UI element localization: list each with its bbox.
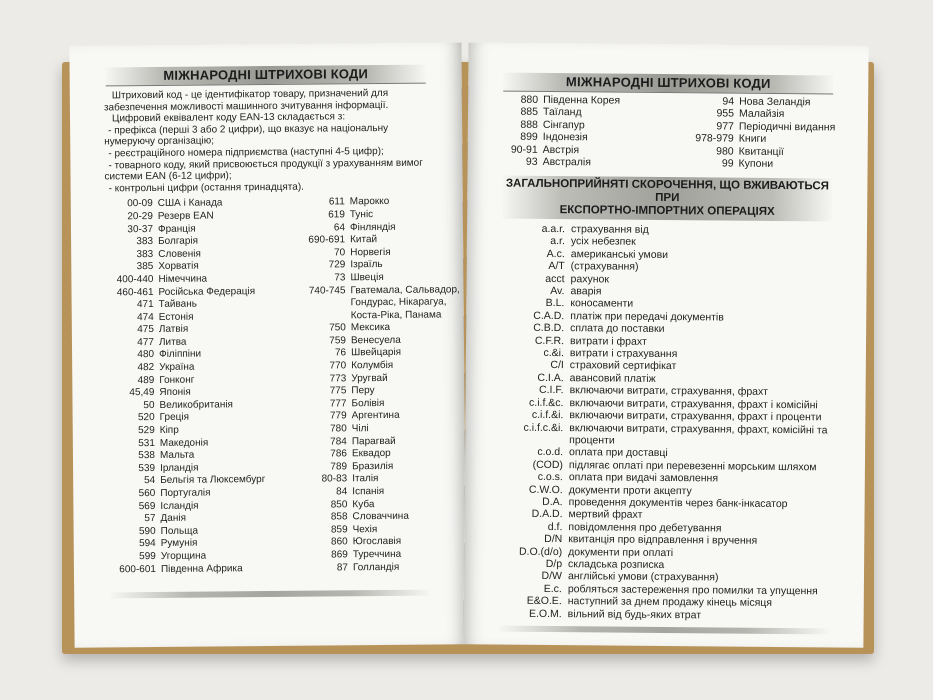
country-name: Ірландія — [160, 462, 199, 474]
abbreviation-meaning: документи при оплаті — [568, 545, 674, 559]
barcode-prefix: 383 — [136, 236, 154, 248]
barcode-prefix: 84 — [336, 486, 348, 498]
country-name: Марокко — [349, 196, 390, 208]
country-name: Туреччина — [352, 548, 402, 561]
abbreviation: d.f. — [547, 520, 563, 533]
barcode-prefix: 50 — [143, 399, 155, 411]
country-name: Австрія — [542, 143, 580, 156]
barcode-prefix: 474 — [137, 311, 154, 323]
country-name: Швейцарія — [351, 347, 402, 359]
intro-paragraph: Цифровий еквівалент коду EAN-13 складається з: — [111, 111, 346, 125]
barcode-prefix: 477 — [137, 336, 155, 349]
abbreviation-meaning: вільний від будь-яких втрат — [567, 607, 702, 621]
barcode-prefix: 759 — [329, 335, 347, 347]
abbreviation: a.a.r. — [541, 222, 566, 236]
barcode-prefix: 54 — [144, 475, 156, 487]
barcode-prefix: 869 — [331, 549, 348, 561]
abbreviation-meaning: коносаменти — [570, 297, 634, 311]
abbreviation-meaning: включаючи витрати, страхування, фрахт і комісійні — [569, 396, 818, 412]
country-name: Китай — [350, 234, 378, 246]
barcode-prefix: 590 — [138, 525, 156, 537]
abbreviation-meaning: підлягає оплаті при перевезенні морським шляхом — [568, 458, 817, 474]
barcode-prefix: 978-979 — [695, 132, 734, 145]
country-codes-table — [490, 93, 847, 172]
country-name: Резерв EAN — [157, 210, 214, 222]
barcode-prefix: 980 — [716, 144, 734, 158]
code-row — [282, 561, 452, 575]
barcode-prefix: 599 — [139, 550, 156, 563]
barcode-prefix: 860 — [330, 536, 348, 548]
abbreviation: A.c. — [546, 247, 565, 260]
country-name: Гватемала, Сальвадор, — [350, 283, 460, 296]
code-row — [660, 157, 840, 171]
barcode-prefix: 80-83 — [321, 473, 348, 485]
abbreviation: c.&i. — [543, 346, 564, 360]
country-name: Чехія — [352, 523, 378, 536]
barcode-prefix: 858 — [330, 511, 348, 523]
abbreviation-meaning: витрати і фрахт — [569, 334, 647, 348]
country-codes-table — [101, 196, 460, 587]
abbreviations-title — [502, 176, 832, 222]
barcode-prefix: 87 — [336, 561, 348, 573]
barcode-prefix: 520 — [137, 412, 155, 424]
country-name: Куба — [352, 498, 375, 510]
country-name: Еквадор — [351, 448, 391, 460]
barcode-prefix: 690-691 — [308, 234, 346, 246]
abbreviation: c.i.f.&c. — [529, 396, 564, 409]
country-name: Румунія — [160, 537, 198, 550]
abbreviation: D/N — [544, 533, 563, 546]
barcode-prefix: 850 — [330, 498, 348, 511]
country-name: Японія — [159, 386, 191, 399]
country-name: Македонія — [159, 437, 209, 449]
barcode-prefix: 740-745 — [308, 284, 346, 297]
country-name: Литва — [158, 336, 187, 348]
country-name: Латвія — [158, 323, 189, 336]
abbreviation: c.o.d. — [537, 446, 564, 459]
country-name: Тайвань — [158, 298, 198, 311]
left-page-title: МІЖНАРОДНІ ШТРИХОВІ КОДИ — [106, 65, 426, 87]
country-name: Югославія — [352, 536, 402, 548]
barcode-prefix: 385 — [136, 261, 154, 273]
barcode-prefix: 775 — [329, 385, 347, 397]
abbreviation-meaning: проведення документів через банк-інкасатор — [568, 496, 788, 511]
barcode-prefix: 885 — [520, 106, 539, 119]
country-name: Австралія — [542, 155, 592, 169]
abbreviation: C.I.F. — [539, 384, 564, 397]
country-name: Норвегія — [350, 246, 391, 258]
barcode-prefix: 45,49 — [129, 387, 155, 399]
barcode-prefix: 955 — [716, 107, 735, 120]
abbreviation-meaning: оплата при доставці — [569, 446, 668, 460]
barcode-prefix: 489 — [137, 374, 155, 386]
abbreviation-meaning: включаючи витрати, страхування, фрахт і проценти — [569, 409, 822, 424]
barcode-prefix: 64 — [333, 221, 346, 233]
intro-paragraph: - реєстраційного номера підприємства (наступні 4-5 цифр); — [108, 145, 384, 160]
barcode-prefix: 899 — [520, 130, 538, 144]
abbreviation: D/p — [545, 557, 563, 571]
abbreviation-meaning: англійські умови (страхування) — [567, 570, 719, 584]
country-name: Венесуела — [350, 334, 401, 347]
abbreviation-meaning: включаючи витрати, страхування, фрахт, комісійні та проценти — [569, 421, 828, 447]
country-name: Малайзія — [738, 108, 785, 121]
barcode-prefix: 99 — [721, 157, 734, 170]
barcode-prefix: 480 — [137, 349, 155, 361]
barcode-prefix: 888 — [520, 118, 538, 131]
barcode-prefix: 93 — [525, 155, 538, 168]
abbreviation: C.B.D. — [533, 322, 565, 335]
barcode-prefix: 560 — [138, 487, 156, 500]
intro-paragraph: - контрольні цифри (остання тринадцята). — [108, 181, 304, 195]
country-name: Таїланд — [542, 106, 582, 119]
country-name: Парагвай — [351, 435, 396, 447]
barcode-prefix: 750 — [329, 322, 346, 334]
barcode-prefix: 460-461 — [116, 286, 154, 298]
country-name: Болгарія — [158, 235, 199, 248]
country-name: Великобританія — [159, 399, 234, 411]
abbreviation-row — [485, 421, 845, 449]
abbreviation: C.I.A. — [537, 371, 564, 384]
abbreviation-meaning: страхування від — [570, 223, 649, 236]
abbreviation-meaning: повідомлення про дебетування — [568, 520, 722, 535]
country-name: Бельгія та Люксембург — [160, 474, 266, 487]
country-name: Перу — [351, 385, 375, 397]
country-name: Південна Корея — [543, 93, 621, 107]
barcode-prefix: 777 — [329, 398, 347, 410]
abbreviation: C.W.O. — [528, 483, 563, 496]
abbreviation-meaning: рахунок — [570, 272, 610, 286]
country-name: Книги — [738, 132, 767, 146]
country-name: Коста-Ріка, Панама — [350, 309, 442, 321]
intro-paragraph: - префікса (перші 3 або 2 цифри), що вказує на національну нумеруючу організацію; — [104, 122, 389, 148]
abbreviation-meaning: сплата до поставки — [570, 322, 665, 336]
abbreviations-list — [484, 222, 847, 622]
code-row — [104, 563, 274, 577]
country-name: Хорватія — [158, 260, 199, 273]
abbreviation-meaning: наступний за днем продажу кінець місяця — [567, 595, 773, 610]
abbreviation-meaning: включаючи витрати, страхування, фрахт — [569, 384, 769, 399]
barcode-prefix: 729 — [328, 259, 346, 271]
abbreviation: E.O.M. — [528, 607, 562, 620]
country-name: США і Канада — [157, 197, 223, 210]
country-name: Російська Федерація — [158, 285, 256, 298]
country-name: Україна — [159, 361, 195, 374]
country-name: Квитанції — [738, 145, 784, 158]
right-page — [463, 42, 868, 647]
country-name: Греція — [159, 412, 190, 424]
abbreviation-meaning: робляться застереження про помилки та упущення — [567, 582, 818, 598]
abbreviation-meaning: мертвий фрахт — [568, 508, 643, 522]
country-name: Мексика — [350, 322, 391, 334]
abbreviation: D/W — [541, 570, 563, 583]
country-name: Кіпр — [159, 424, 179, 436]
barcode-prefix: 773 — [329, 372, 347, 385]
barcode-prefix: 00-09 — [127, 198, 153, 210]
abbreviation-meaning: аварія — [570, 285, 602, 298]
barcode-prefix: 538 — [138, 450, 156, 462]
barcode-prefix: 780 — [329, 423, 347, 435]
barcode-prefix — [280, 297, 351, 310]
barcode-prefix: 779 — [329, 410, 347, 422]
country-name: Уругвай — [351, 372, 388, 384]
barcode-prefix: 20-29 — [127, 210, 153, 223]
country-name: Колумбія — [351, 359, 394, 372]
country-name: Голландія — [352, 561, 400, 573]
abbreviation-meaning: складська розписка — [568, 558, 665, 571]
barcode-prefix: 529 — [138, 425, 155, 437]
country-name: Естонія — [158, 311, 194, 323]
abbreviation-meaning: американські умови — [570, 247, 669, 261]
abbreviation: A/T — [548, 260, 565, 273]
abbreviation: D.A.D. — [531, 508, 563, 521]
right-page-title: МІЖНАРОДНІ ШТРИХОВІ КОДИ — [503, 73, 833, 95]
country-name: Гондурас, Нікарагуа, — [350, 296, 447, 309]
country-name: Данія — [160, 512, 187, 525]
country-name: Ісландія — [160, 500, 199, 512]
abbreviation: C.F.R. — [534, 334, 565, 347]
intro-paragraph: Штриховий код - це ідентифікатор товару, призначений для забезпечення можливості машинного зчитування інформації. — [103, 87, 389, 114]
country-name: Ізраїль — [350, 259, 383, 271]
country-name: Фінляндія — [349, 221, 396, 233]
abbreviation: E.c. — [543, 582, 562, 595]
abbreviation: Av. — [550, 285, 565, 298]
barcode-prefix: 57 — [144, 513, 156, 525]
barcode-prefix: 70 — [334, 247, 346, 259]
country-name: Франція — [157, 223, 196, 235]
country-name: Чілі — [351, 423, 369, 435]
abbreviation: E&O.E. — [526, 594, 562, 608]
barcode-prefix: 90-91 — [510, 143, 538, 156]
country-name: Польща — [160, 525, 199, 537]
abbreviation-meaning: витрати і страхування — [569, 347, 678, 361]
abbreviation-meaning: документи проти акцепту — [568, 483, 692, 497]
abbreviations-title-line-1: ЗАГАЛЬНОПРИЙНЯТІ СКОРОЧЕННЯ, ЩО ВЖИВАЮТЬСЯ ПРИ — [505, 177, 829, 205]
barcode-prefix: 73 — [334, 272, 346, 284]
abbreviations-title-line-2: ЕКСПОРТНО-ІМПОРТНИХ ОПЕРАЦІЯХ — [559, 204, 775, 218]
abbreviation-meaning: авансовий платіж — [569, 372, 656, 385]
country-name: Португалія — [160, 487, 211, 499]
barcode-prefix: 859 — [330, 524, 348, 536]
country-name: Сінгапур — [542, 118, 585, 132]
barcode-prefix — [280, 310, 351, 323]
abbreviation: D.A. — [542, 495, 563, 509]
country-name: Угорщина — [160, 550, 207, 562]
barcode-prefix: 471 — [136, 299, 154, 311]
country-name: Нова Зеландія — [739, 95, 811, 109]
abbreviation-meaning: усіх небезпек — [570, 235, 636, 249]
country-name: Швеція — [350, 271, 384, 284]
intro-text — [104, 88, 439, 195]
barcode-prefix: 786 — [330, 448, 348, 460]
barcode-prefix: 531 — [138, 437, 155, 449]
abbreviation: c.i.f.c.&i. — [523, 421, 564, 434]
codes-column-2 — [279, 196, 460, 575]
country-name: Іспанія — [352, 485, 385, 498]
barcode-prefix: 76 — [334, 347, 347, 359]
country-name: Аргентина — [351, 410, 400, 422]
abbreviation-meaning: квитанція про відправлення і вручення — [568, 533, 758, 547]
barcode-prefix: 619 — [328, 209, 345, 221]
intro-paragraph: - товарного коду, який присвоюється продукції з урахуванням вимог системи EAN (6-12 цифри); — [104, 157, 423, 183]
country-name: Південна Африка — [160, 562, 243, 575]
barcode-prefix: 482 — [137, 362, 155, 374]
abbreviation-meaning: платіж при передачі документів — [570, 310, 724, 324]
bottom-rule — [498, 626, 828, 635]
abbreviation-meaning: оплата при видачі замовлення — [568, 471, 719, 485]
bottom-rule — [110, 590, 430, 599]
country-name: Німеччина — [158, 273, 208, 285]
abbreviation: (COD) — [532, 458, 564, 471]
country-name: Гонконг — [159, 374, 195, 386]
barcode-prefix: 977 — [716, 120, 734, 133]
barcode-prefix: 600-601 — [119, 563, 156, 575]
country-name: Туніс — [349, 209, 374, 221]
abbreviation: acct — [545, 272, 565, 285]
abbreviation: C.A.D. — [533, 309, 565, 322]
barcode-prefix: 475 — [137, 324, 154, 336]
country-name: Бразилія — [352, 460, 394, 473]
country-name: Купони — [738, 157, 774, 170]
codes-column-1 — [490, 93, 661, 169]
country-name: Періодичні видання — [738, 120, 836, 134]
abbreviation: a.r. — [550, 235, 565, 248]
abbreviation-row — [484, 607, 844, 623]
country-name: Словаччина — [352, 510, 409, 523]
codes-column-2 — [660, 95, 841, 171]
barcode-prefix: 784 — [330, 435, 347, 448]
country-name: Словенія — [158, 248, 201, 260]
barcode-prefix: 880 — [520, 93, 539, 106]
barcode-prefix: 383 — [136, 248, 154, 260]
barcode-prefix: 539 — [138, 462, 156, 474]
abbreviation-meaning: (страхування) — [570, 260, 639, 273]
country-name: Філіппіни — [159, 349, 202, 361]
country-name: Італія — [352, 473, 379, 485]
barcode-prefix: 569 — [138, 500, 156, 512]
left-page — [69, 42, 466, 647]
barcode-prefix: 789 — [330, 461, 348, 473]
abbreviation-meaning: страховий сертифікат — [569, 359, 677, 373]
barcode-prefix: 594 — [138, 538, 156, 550]
barcode-prefix: 94 — [722, 95, 735, 108]
country-name: Індонезія — [542, 131, 588, 144]
barcode-prefix: 30-37 — [127, 223, 154, 235]
code-row — [490, 155, 660, 169]
codes-column-1 — [101, 197, 274, 576]
barcode-prefix: 770 — [329, 360, 347, 372]
abbreviation: B.L. — [545, 297, 565, 310]
abbreviation: c.o.s. — [537, 471, 563, 484]
barcode-prefix: 400-440 — [116, 273, 154, 286]
barcode-prefix: 611 — [328, 196, 345, 208]
abbreviation: C/I — [550, 359, 564, 372]
country-name: Мальта — [159, 449, 195, 462]
country-name: Болівія — [351, 397, 385, 410]
abbreviation: c.i.f.&i. — [531, 408, 564, 422]
abbreviation: D.O.(d/o) — [518, 545, 563, 558]
